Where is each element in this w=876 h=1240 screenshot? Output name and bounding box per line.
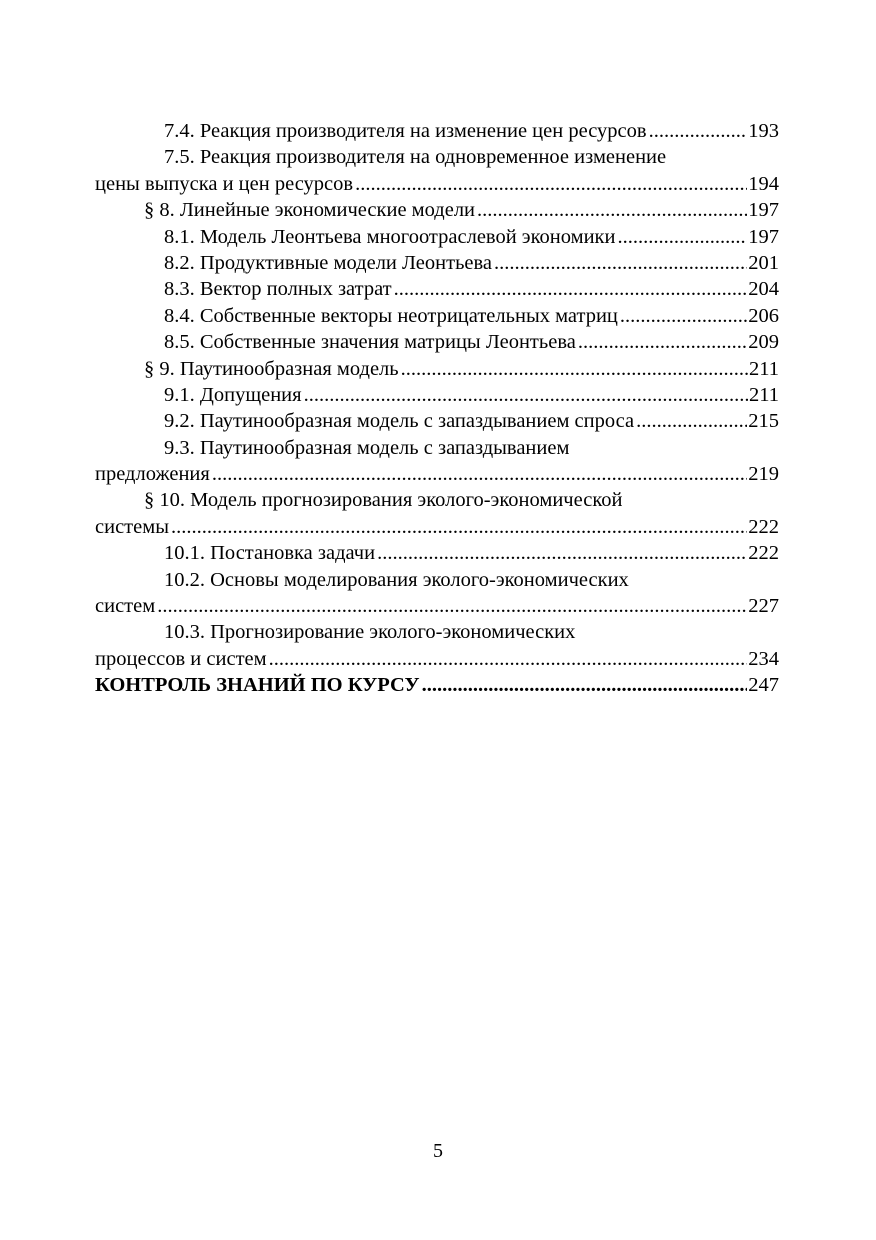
toc-entry-8-4[interactable] bbox=[95, 303, 779, 329]
toc-entry-title: 8.5. Собственные значения матрицы Леонтьева bbox=[164, 331, 576, 354]
toc-entry-10-3-line1[interactable] bbox=[95, 619, 779, 645]
toc-entry-8-5[interactable] bbox=[95, 329, 779, 355]
toc-page-number: 209 bbox=[748, 331, 779, 354]
toc-page-number: 227 bbox=[748, 595, 779, 618]
toc-entry-title: 7.4. Реакция производителя на изменение цен ресурсов bbox=[164, 120, 647, 142]
dot-leader bbox=[157, 593, 747, 619]
toc-entry-8-2[interactable] bbox=[95, 250, 779, 276]
toc-entry-section-8[interactable] bbox=[95, 197, 779, 223]
dot-leader bbox=[617, 224, 747, 250]
toc-page-number: 211 bbox=[749, 357, 779, 380]
page-number: 5 bbox=[433, 1140, 443, 1162]
dot-leader bbox=[401, 356, 748, 382]
toc-page-number: 194 bbox=[748, 172, 779, 195]
dot-leader bbox=[304, 382, 748, 408]
dot-leader bbox=[212, 461, 747, 487]
toc-page-number: 211 bbox=[749, 383, 779, 406]
toc-entry-section-10-line1[interactable] bbox=[95, 487, 779, 513]
table-of-contents bbox=[95, 118, 779, 699]
toc-entry-title: 9.2. Паутинообразная модель с запаздыванием спроса bbox=[164, 410, 635, 433]
toc-entry-title: 10.3. Прогнозирование эколого-экономических bbox=[164, 621, 576, 644]
toc-entry-title: 10.1. Постановка задачи bbox=[164, 542, 376, 565]
toc-entry-section-10-line2[interactable] bbox=[95, 514, 779, 540]
toc-entry-title-continued: процессов и систем bbox=[95, 647, 267, 670]
toc-entry-title: 8.1. Модель Леонтьева многоотраслевой экономики bbox=[164, 225, 616, 248]
toc-entry-10-2-line2[interactable] bbox=[95, 593, 779, 619]
toc-page-number: 222 bbox=[748, 515, 779, 538]
toc-entry-title: § 8. Линейные экономические модели bbox=[144, 199, 476, 222]
toc-entry-8-3[interactable] bbox=[95, 276, 779, 302]
toc-entry-title-continued: предложения bbox=[95, 463, 210, 486]
toc-entry-7-5-line1[interactable] bbox=[95, 144, 779, 170]
toc-entry-title: 10.2. Основы моделирования эколого-экономических bbox=[164, 568, 629, 591]
dot-leader bbox=[269, 646, 748, 672]
dot-leader bbox=[649, 118, 748, 144]
toc-entry-section-9[interactable] bbox=[95, 356, 779, 382]
toc-entry-9-3-line1[interactable] bbox=[95, 435, 779, 461]
toc-entry-title: § 10. Модель прогнозирования эколого-экономической bbox=[144, 489, 623, 512]
toc-entry-title: 9.1. Допущения bbox=[164, 383, 302, 406]
toc-entry-title-continued: системы bbox=[95, 515, 169, 538]
toc-page-number: 215 bbox=[748, 410, 779, 433]
toc-entry-title: 8.2. Продуктивные модели Леонтьева bbox=[164, 251, 493, 274]
toc-entry-9-1[interactable] bbox=[95, 382, 779, 408]
toc-entry-10-2-line1[interactable] bbox=[95, 567, 779, 593]
toc-entry-title: 7.5. Реакция производителя на одновременное изменение bbox=[164, 146, 667, 169]
dot-leader bbox=[394, 276, 748, 302]
dot-leader bbox=[171, 514, 747, 540]
toc-page-number: 204 bbox=[748, 278, 779, 301]
dot-leader bbox=[377, 540, 747, 566]
dot-leader bbox=[422, 672, 748, 698]
toc-entry-title-continued: цены выпуска и цен ресурсов bbox=[95, 172, 354, 195]
toc-entry-knowledge-control[interactable] bbox=[95, 672, 779, 698]
dot-leader bbox=[494, 250, 747, 276]
toc-entry-title: КОНТРОЛЬ ЗНАНИЙ ПО КУРСУ bbox=[95, 674, 420, 697]
toc-entry-title: 9.3. Паутинообразная модель с запаздыванием bbox=[164, 436, 570, 459]
toc-entry-9-2[interactable] bbox=[95, 408, 779, 434]
toc-page-number: 201 bbox=[748, 251, 779, 274]
toc-page-number: 197 bbox=[748, 199, 779, 222]
toc-page-number: 247 bbox=[748, 674, 779, 697]
toc-page-number: 219 bbox=[748, 463, 779, 486]
toc-page-number: 234 bbox=[748, 647, 779, 670]
dot-leader bbox=[355, 171, 747, 197]
toc-page-number: 222 bbox=[748, 542, 779, 565]
toc-page-number: 193 bbox=[748, 120, 779, 142]
dot-leader bbox=[636, 408, 747, 434]
toc-entry-title: 8.3. Вектор полных затрат bbox=[164, 278, 392, 301]
toc-entry-title-continued: систем bbox=[95, 595, 156, 618]
toc-entry-10-3-line2[interactable] bbox=[95, 646, 779, 672]
dot-leader bbox=[477, 197, 747, 223]
toc-entry-9-3-line2[interactable] bbox=[95, 461, 779, 487]
toc-entry-8-1[interactable] bbox=[95, 224, 779, 250]
toc-entry-10-1[interactable] bbox=[95, 540, 779, 566]
dot-leader bbox=[620, 303, 747, 329]
toc-entry-7-5-line2[interactable] bbox=[95, 171, 779, 197]
toc-page-number: 197 bbox=[748, 225, 779, 248]
toc-entry-7-4[interactable] bbox=[95, 118, 779, 144]
toc-entry-title: 8.4. Собственные векторы неотрицательных матриц bbox=[164, 304, 618, 327]
toc-page-number: 206 bbox=[748, 304, 779, 327]
toc-entry-title: § 9. Паутинообразная модель bbox=[144, 357, 399, 380]
dot-leader bbox=[578, 329, 747, 355]
